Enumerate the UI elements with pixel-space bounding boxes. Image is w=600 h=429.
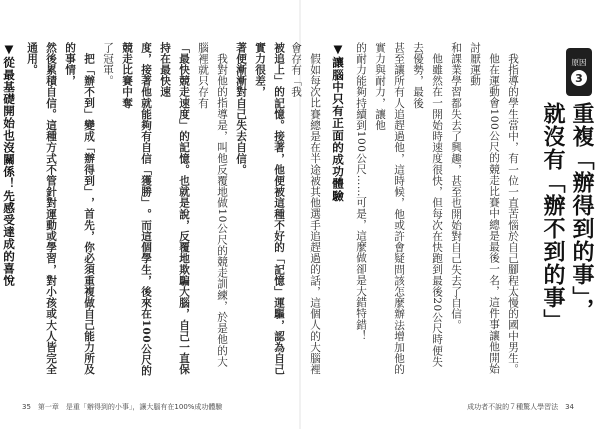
chapter-title-line: 重複「辦得到的事」， [569,102,594,321]
text-column: 然後累積自信。這種方式不管針對運動或學習，對小孩或大人皆完全通用。 [26,42,57,375]
text-column: 度，接著他就能夠有自信「獲勝」。而這個學生，後來在100公尺的競走比賽中奪 [121,42,152,377]
text-column: 的耐力能夠持續到100公尺……可是，這麼做卻是大錯特錯！ [355,42,367,342]
text-column: 甚至讓所有人追趕過他，這時候，他或許會疑問該怎麼辦法增加他的實力與耐力，讓他 [374,42,405,375]
text-column: 了冠軍。 [102,42,114,87]
text-column: 和課業學習都失去了興趣，甚至也開始對自己失去了自信。 [450,42,462,331]
text-column: 「最快競走速度」的記憶。也就是說，反覆地欺騙大腦，自己一直保持在最快速 [159,42,190,375]
text-column: 他雖然在一開始時速度很快，但每次在快跑到最後20公尺時便失去優勢，最後 [412,42,443,367]
reason-label: 原因 [571,58,587,67]
chapter-header [530,40,596,340]
text-column: 我指導的學生當中，有一位一直苦惱於自己腳程太慢的國中男生。 [507,52,519,375]
reason-number: 3 [571,70,587,86]
text-column: 被追上」的記憶。接著，他便被這種不好的「記憶」運驅，認為自己實力很差， [254,42,285,375]
text-column: 著便漸漸對自己失去自信。 [235,42,247,176]
reason-badge [566,48,592,96]
page-footer-right: 成功者不說的７種驚人學習法 34 [467,403,574,411]
chapter-title-line: 就沒有「辦不到的事」 [540,102,565,332]
section-heading: ▼從最基礎開始也沒關係！先感受達成的喜悅 [2,42,16,287]
text-column: 把「辦不到」變成「辦得到」，首先，你必須重複做自己能力所及的事情， [64,42,95,375]
text-column: 假如每次比賽總是在半途被其他選手追趕過的話，這個人的大腦裡會存有「我 [290,42,321,375]
text-column: 我對他的指導是，叫他反覆地做10公尺的競走訓練，於是他的大腦裡就只存有 [197,42,228,367]
section-heading: ▼讓腦中只有正面的成功體驗 [331,42,345,202]
right-page-body [290,42,522,377]
left-page [0,0,298,429]
text-column: 他在運動會100公尺的競走比賽中總是最後一名，這件事讓他開始討厭運動 [469,42,500,375]
page-footer-left: 35 第一章 是重「辦得到的小事」，讓大腦有在100%成功體驗 [22,403,223,411]
right-page [290,0,600,429]
chapter-title [534,102,596,338]
left-page-body [2,42,288,377]
